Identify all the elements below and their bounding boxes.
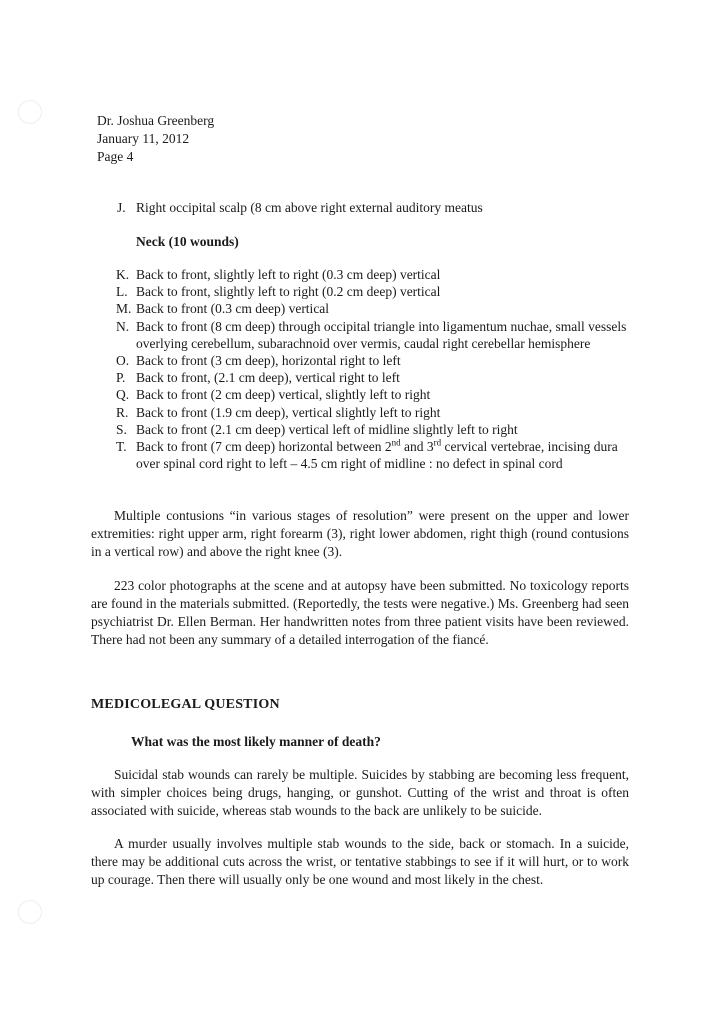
murder-paragraph: A murder usually involves multiple stab wounds to the side, back or stomach. In a suicide, there may be additional cuts across the wrist, or tentative stabbings to see if it will hurt, or to work up courage. Then there will usually only be one wound and most likely in the chest. (91, 836, 629, 887)
neck-heading: Neck (10 wounds) (136, 234, 239, 249)
wound-item (116, 404, 636, 421)
wound-text-part: and 3 (400, 439, 434, 455)
wound-text: Back to front (8 cm deep) through occipital triangle into ligamentum nuchae, small vessels overlying cerebellum, subarachnoid over vermis, caudal right cerebellar hemisphere (136, 318, 627, 351)
wound-letter: R. (116, 404, 129, 420)
wound-text-part: cervical vertebrae, incising dura over spinal cord right to left – 4.5 cm right of midline : no defect in spinal cord (136, 439, 618, 472)
wound-letter: T. (116, 439, 127, 455)
wound-letter: M. (116, 301, 132, 317)
wound-text: Back to front (2.1 cm deep) vertical left of midline slightly left to right (136, 421, 518, 437)
wound-text: Back to front (3 cm deep), horizontal right to left (136, 353, 401, 369)
medicolegal-question: What was the most likely manner of death? (131, 734, 381, 749)
wound-item (116, 438, 636, 472)
wound-letter: S. (116, 421, 127, 437)
wound-text: Back to front (2 cm deep) vertical, slightly left to right (136, 387, 431, 403)
neck-wound-list (116, 266, 636, 472)
wound-item (116, 283, 636, 300)
ordinal-suffix: rd (433, 437, 442, 448)
wound-item (116, 386, 636, 403)
author-name: Dr. Joshua Greenberg (97, 113, 215, 128)
scan-artifact (18, 100, 42, 124)
wound-item (116, 352, 636, 369)
wound-item (116, 369, 636, 386)
wound-text: Back to front (1.9 cm deep), vertical slightly left to right (136, 404, 441, 420)
wound-letter: J. (117, 200, 126, 215)
letter-header (97, 112, 214, 166)
wound-letter: P. (116, 370, 126, 386)
section-heading: MEDICOLEGAL QUESTION (91, 697, 280, 712)
wound-text-part: Back to front (7 cm deep) horizontal between 2 (136, 439, 392, 455)
wound-letter: K. (116, 267, 130, 282)
wound-item (116, 421, 636, 438)
photographs-paragraph: 223 color photographs at the scene and at autopsy have been submitted. No toxicology reports are found in the materials submitted. (Reportedly, the tests were negative.) Ms. Greenberg had seen psychiatrist Dr. Ellen Berman. Her handwritten notes from three patient visits have been reviewed. There had not been any summary of a detailed interrogation of the fiancé. (91, 578, 629, 647)
wound-text: Back to front, slightly left to right (0.2 cm deep) vertical (136, 284, 441, 300)
wound-item (117, 199, 483, 217)
wound-letter: N. (116, 318, 130, 334)
scan-artifact (18, 900, 42, 924)
contusions-paragraph: Multiple contusions “in various stages of resolution” were present on the upper and lower extremities: right upper arm, right forearm (3), right lower abdomen, right thigh (round contusions in a vertical row) and above the right knee (3). (91, 508, 629, 559)
wound-text: Back to front, slightly left to right (0.3 cm deep) vertical (136, 267, 441, 282)
wound-letter: O. (116, 353, 130, 369)
wound-letter: L. (116, 284, 128, 300)
wound-text: Back to front (0.3 cm deep) vertical (136, 301, 330, 317)
wound-item (116, 318, 636, 352)
wound-letter: Q. (116, 387, 130, 403)
wound-item (116, 266, 636, 283)
wound-text (136, 438, 636, 472)
letter-date: January 11, 2012 (97, 131, 190, 146)
ordinal-suffix: nd (391, 437, 401, 448)
wound-text: Back to front, (2.1 cm deep), vertical right to left (136, 370, 400, 386)
suicide-paragraph: Suicidal stab wounds can rarely be multiple. Suicides by stabbing are becoming less frequent, with simpler choices being drugs, hanging, or gunshot. Cutting of the wrist and throat is often associated with suicide, whereas stab wounds to the back are unlikely to be suicide. (91, 767, 629, 818)
page-number: Page 4 (97, 149, 134, 164)
wound-text: Right occipital scalp (8 cm above right external auditory meatus (136, 200, 483, 215)
wound-item (116, 300, 636, 317)
